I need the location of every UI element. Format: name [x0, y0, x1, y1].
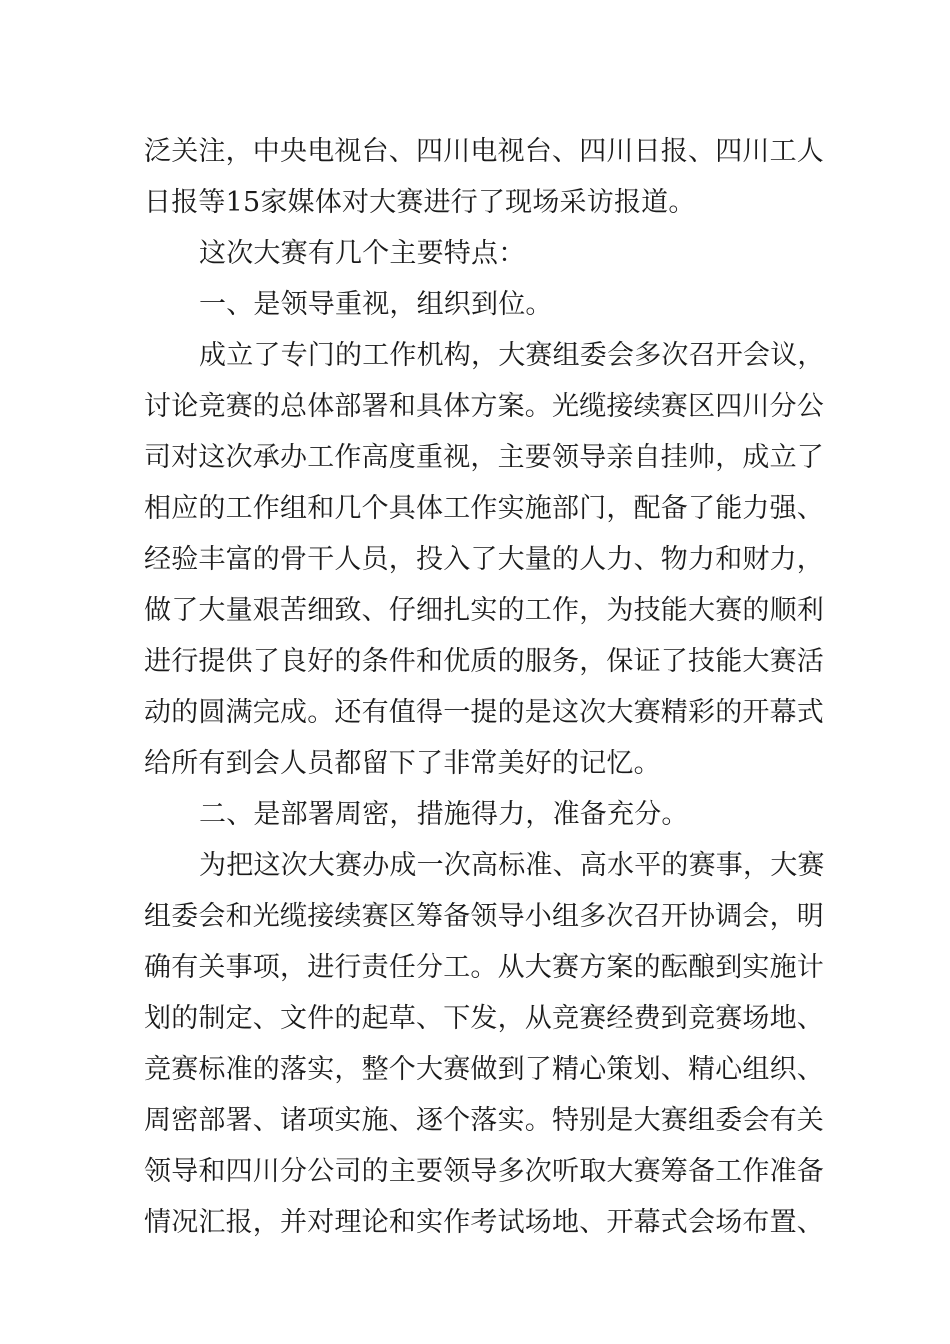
text-line: 成立了专门的工作机构，大赛组委会多次召开会议， — [199, 340, 825, 371]
text-line: 划的制定、文件的起草、下发，从竞赛经费到竞赛场地、 — [144, 1003, 824, 1034]
section-heading: 一、是领导重视，组织到位。 — [199, 289, 553, 320]
text-line: 竞赛标准的落实，整个大赛做到了精心策划、精心组织、 — [144, 1054, 824, 1085]
text-line: 泛关注，中央电视台、四川电视台、四川日报、四川工人 — [144, 136, 824, 167]
text-line: 经验丰富的骨干人员，投入了大量的人力、物力和财力， — [144, 544, 824, 575]
text-line: 做了大量艰苦细致、仔细扎实的工作，为技能大赛的顺利 — [144, 595, 824, 626]
text-line: 日报等15家媒体对大赛进行了现场采访报道。 — [144, 187, 696, 218]
text-line: 这次大赛有几个主要特点： — [199, 238, 526, 269]
text-line: 相应的工作组和几个具体工作实施部门，配备了能力强、 — [144, 493, 824, 524]
text-line: 给所有到会人员都留下了非常美好的记忆。 — [144, 748, 661, 779]
text-line: 确有关事项，进行责任分工。从大赛方案的酝酿到实施计 — [144, 952, 824, 983]
text-line: 组委会和光缆接续赛区筹备领导小组多次召开协调会，明 — [144, 901, 824, 932]
text-line: 进行提供了良好的条件和优质的服务，保证了技能大赛活 — [144, 646, 824, 677]
document-body — [144, 126, 825, 1248]
text-line: 司对这次承办工作高度重视，主要领导亲自挂帅，成立了 — [144, 442, 824, 473]
text-line: 情况汇报，并对理论和实作考试场地、开幕式会场布置、 — [144, 1207, 824, 1238]
text-line: 周密部署、诸项实施、逐个落实。特别是大赛组委会有关 — [144, 1105, 824, 1136]
text-line: 动的圆满完成。还有值得一提的是这次大赛精彩的开幕式 — [144, 697, 824, 728]
text-line: 领导和四川分公司的主要领导多次听取大赛筹备工作准备 — [144, 1156, 824, 1187]
text-line: 为把这次大赛办成一次高标准、高水平的赛事，大赛 — [199, 850, 825, 881]
section-heading: 二、是部署周密，措施得力，准备充分。 — [199, 799, 689, 830]
text-line: 讨论竞赛的总体部署和具体方案。光缆接续赛区四川分公 — [144, 391, 824, 422]
